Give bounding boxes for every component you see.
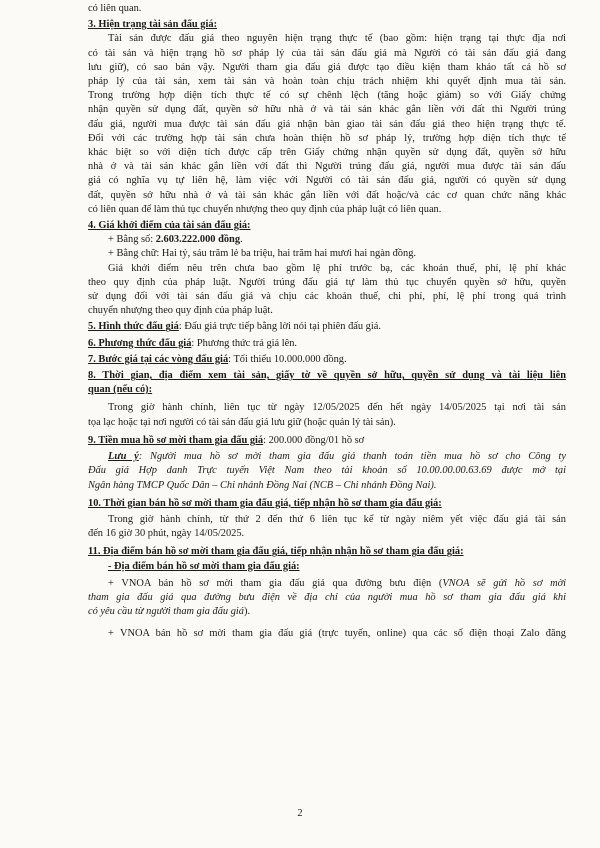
text-line: pháp lý của tài sản, xem tài sản và hoàn toàn chịu trách nhiệm khi quyết định mua tài sản. xyxy=(88,76,566,88)
text-line: đất, quyền sở hữu nhà ở và tài sản khác gắn liền với đất hoặc/và các cơ quan chức năng khác xyxy=(88,189,566,201)
text-line: Trong trường hợp diện tích thực tế có sự chênh lệch (tăng hoặc giảm) so với Giấy chứng xyxy=(88,90,566,102)
section-10-heading: 10. Thời gian bán hồ sơ mời tham gia đấu giá, tiếp nhận hồ sơ tham gia đấu giá: xyxy=(88,497,442,509)
section-3-heading: 3. Hiện trạng tài sản đấu giá: xyxy=(88,19,218,31)
text-line: có liên quan để làm thủ tục chuyển nhượng theo quy định của pháp luật có liên quan. xyxy=(88,203,442,215)
text-line: nhận quyền sử dụng đất, quyền sở hữu nhà ở và tài sản khác gắn liền với đất thì Người trúng xyxy=(88,104,566,116)
note-line: Đấu giá Hợp danh Trực tuyến Việt Nam theo tài khoản số 10.00.00.00.63.69 được mở tại xyxy=(88,465,566,477)
text-line: chuyển nhượng theo quy định của pháp luật. xyxy=(88,305,273,317)
text-line: có tài sản và hiện trạng hồ sơ pháp lý của tài sản đấu giá mà Người có tài sản đấu giá đang xyxy=(88,47,566,59)
text-line: Trong giờ hành chính, từ thứ 2 đến thứ 6 liên tục kể từ ngày niêm yết việc đấu giá tài sản xyxy=(108,513,566,525)
text-line: tham gia đấu giá qua đường bưu điện về địa chỉ của người mua hồ sơ tham gia đấu giá khi xyxy=(88,591,566,603)
text-line: + VNOA bán hồ sơ mời tham gia đấu giá qua đường bưu điện (VNOA sẽ gửi hồ sơ mời xyxy=(108,577,566,589)
section-11-subheading: - Địa điểm bán hồ sơ mời tham gia đấu giá: xyxy=(108,560,300,572)
section-11-heading: 11. Địa điểm bán hồ sơ mời tham gia đấu giá, tiếp nhận nhận hồ sơ tham gia đấu giá: xyxy=(88,546,464,558)
text-line: nhà ở và tài sản khác gắn liền với đất thì Người trúng đấu giá, người mua được tài sản đấu xyxy=(88,161,566,173)
section-8-body xyxy=(88,401,566,429)
section-4-body xyxy=(88,262,566,319)
section-5: 5. Hình thức đấu giá: Đấu giá trực tiếp bằng lời nói tại phiên đấu giá. xyxy=(88,321,381,333)
text-line: lưu giữ), có sao bán vậy. Người tham gia đấu giá được tạo điều kiện tham khảo tất cả hồ sơ xyxy=(88,61,566,73)
section-3-body xyxy=(88,32,566,217)
text-line: sử dụng đối với tài sản đấu giá và chịu các khoản thuế, chi phí, phí, lệ phí trong quá trình xyxy=(88,291,566,303)
section-9-note xyxy=(88,450,566,493)
text-line: Trong giờ hành chính, liên tục từ ngày 12/05/2025 đến hết ngày 14/05/2025 tại nơi tài sản xyxy=(108,402,566,414)
section-11-body xyxy=(88,577,566,642)
section-10-body xyxy=(88,513,566,541)
text-line: đấu giá, người mua được tài sản đấu giá nhận bàn giao tài sản đấu giá theo hiện trạng thực tế. xyxy=(88,118,566,130)
section-8-heading: 8. Thời gian, địa điểm xem tài sản, giấy tờ về quyền sở hữu, quyền sử dụng và tài liệu liên xyxy=(88,370,566,382)
section-8-heading-cont: quan (nếu có): xyxy=(88,384,153,396)
text-line: theo quy định của pháp luật. Người trúng đấu giá tự làm thủ tục chuyển quyền sở hữu, quyền xyxy=(88,276,566,288)
text-line: có yêu cầu từ người tham gia đấu giá). xyxy=(88,606,251,618)
text-line: khác biệt so với diện tích được cấp trên Giấy chứng nhận quyền sử dụng đất, quyền sở hữu xyxy=(88,147,566,159)
section-6: 6. Phương thức đấu giá: Phương thức trả giá lên. xyxy=(88,337,298,349)
text-line: Đối với các trường hợp tài sản chưa hoàn thiện hồ sơ pháp lý, trường hợp diện tích thực tế xyxy=(88,132,566,144)
continuation-text: có liên quan. xyxy=(88,3,142,14)
section-7: 7. Bước giá tại các vòng đấu giá: Tối thiểu 10.000.000 đồng. xyxy=(88,353,347,365)
text-line: đến 16 giờ 30 phút, ngày 14/05/2025. xyxy=(88,528,245,540)
text-line: + VNOA bán hồ sơ mời tham gia đấu giá (trực tuyến, online) qua các số điện thoại Zalo đăng xyxy=(108,628,566,640)
starting-price-number: + Bằng số: 2.603.222.000 đồng. xyxy=(108,234,243,246)
text-line: Tài sản được đấu giá theo nguyên hiện trạng thực tế (bao gồm: hiện trạng tại thực địa nơi xyxy=(108,33,566,45)
note-line: Lưu ý: Người mua hồ sơ mời tham gia đấu giá thanh toán tiền mua hồ sơ cho Công ty xyxy=(108,451,566,463)
page-number: 2 xyxy=(297,808,303,819)
section-4-heading: 4. Giá khởi điểm của tài sản đấu giá: xyxy=(88,220,251,232)
text-line: tọa lạc hoặc tại nơi người có tài sản đấu giá lưu giữ (hoặc quản lý tài sản). xyxy=(88,416,396,428)
section-9: 9. Tiền mua hồ sơ mời tham gia đấu giá: 200.000 đồng/01 hồ sơ xyxy=(88,434,365,446)
starting-price-words: + Bằng chữ: Hai tỷ, sáu trăm lẻ ba triệu, hai trăm hai mươi hai ngàn đồng. xyxy=(108,248,416,260)
text-line: giá có nghĩa vụ tự liên hệ, làm việc với Người có tài sản đấu giá, người có quyền sử dụng xyxy=(88,175,566,187)
text-line: Giá khởi điểm nêu trên chưa bao gồm lệ phí trước bạ, các khoản thuế, phí, lệ phí khác xyxy=(108,262,566,274)
note-line: Ngân hàng TMCP Quốc Dân – Chi nhánh Đồng Nai (NCB – Chi nhánh Đồng Nai). xyxy=(88,479,437,491)
